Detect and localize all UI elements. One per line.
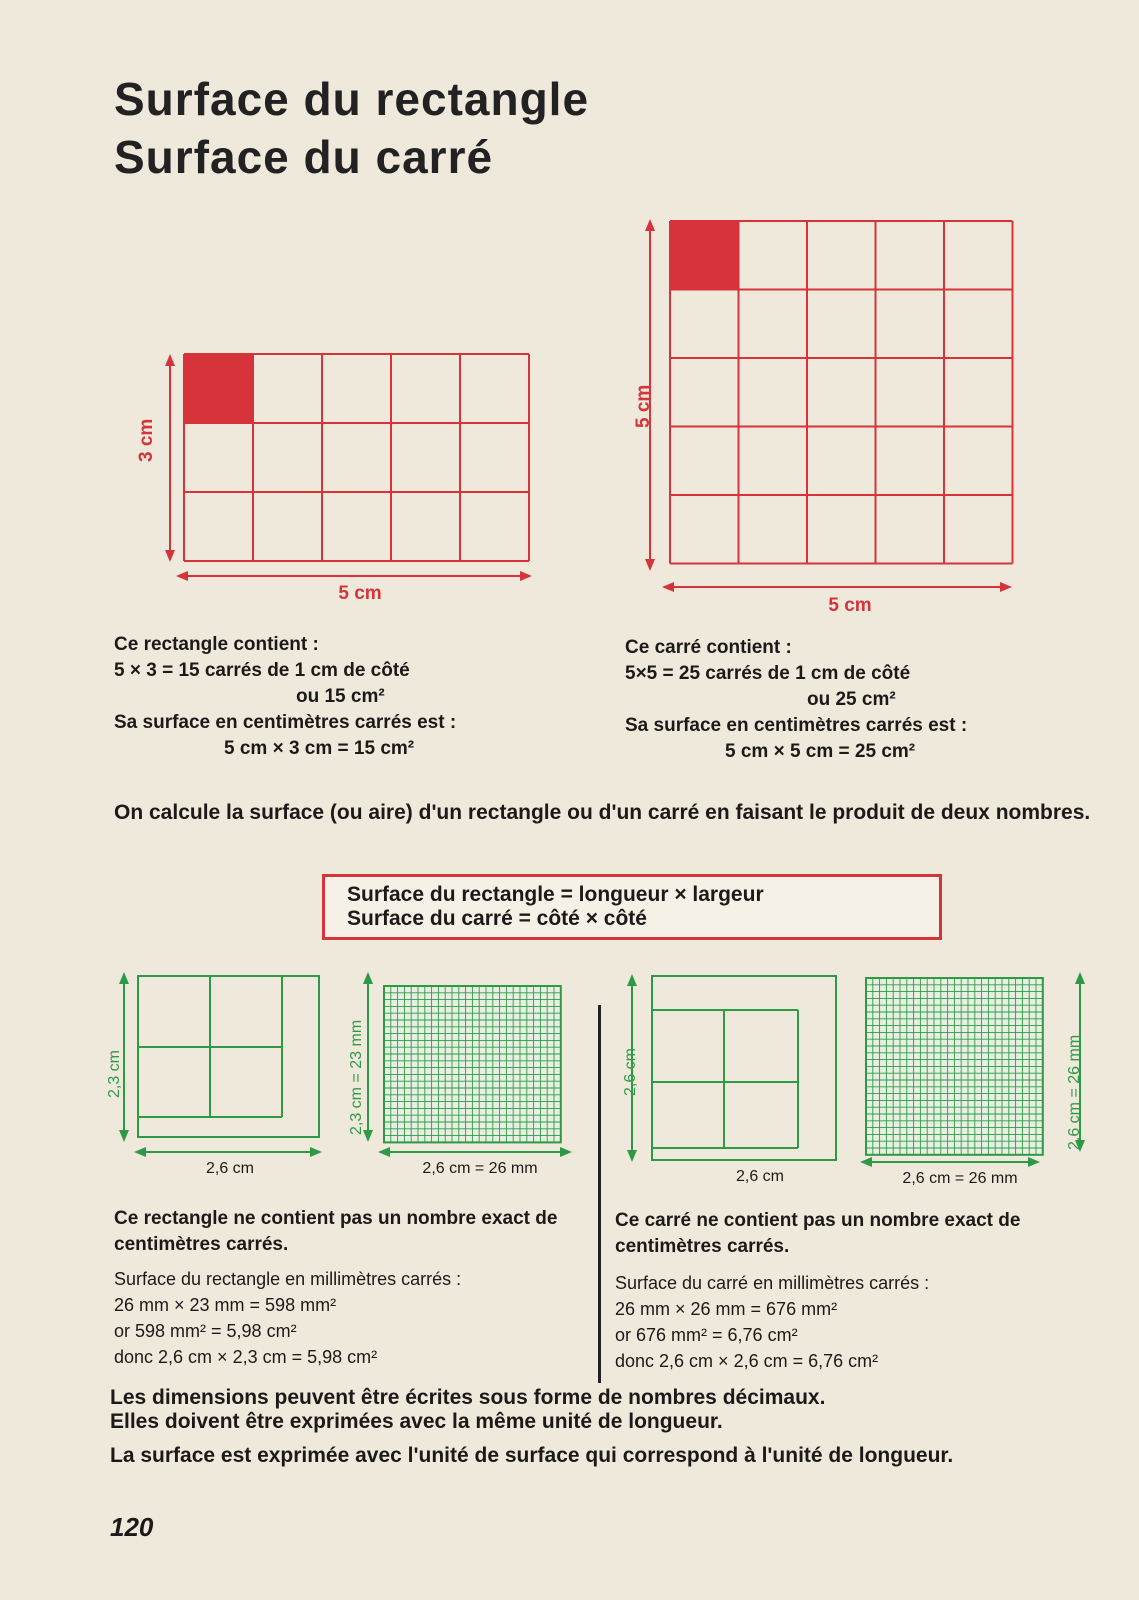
caption-line: ou 25 cm² [807, 689, 896, 710]
calc-line: donc 2,6 cm × 2,6 cm = 6,76 cm² [615, 1351, 879, 1371]
width-arrow [176, 571, 532, 581]
formula-rectangle: Surface du rectangle = longueur × largeur [347, 883, 764, 906]
page-number: 120 [110, 1512, 154, 1542]
calc-line: or 676 mm² = 6,76 cm² [615, 1325, 798, 1345]
calc-line: Surface du carré en millimètres carrés : [615, 1273, 930, 1293]
height-label: 2,3 cm [106, 1049, 123, 1098]
square-grid [670, 221, 1013, 564]
calc-line: 26 mm × 23 mm = 598 mm² [114, 1295, 337, 1315]
width-label: 5 cm [828, 595, 872, 616]
caption-line: 5×5 = 25 carrés de 1 cm de côté [625, 663, 911, 684]
caption-line: 5 cm × 5 cm = 25 cm² [725, 741, 916, 762]
width-label: 2,6 cm [205, 1160, 254, 1177]
rectangle-mm-figure [340, 970, 590, 1170]
caption-line: 5 × 3 = 15 carrés de 1 cm de côté [114, 660, 410, 681]
width-label: 2,6 cm [735, 1168, 784, 1185]
square-heading: Ce carré ne contient pas un nombre exact de centimètres carrés. [615, 1210, 1021, 1257]
square-cm-figure [618, 970, 858, 1170]
calc-line: donc 2,6 cm × 2,3 cm = 5,98 cm² [114, 1347, 378, 1367]
shaded-unit-square [184, 354, 253, 423]
title-line-1: Surface du rectangle [114, 73, 590, 125]
conclusion-line-2: Elles doivent être exprimées avec la même unité de longueur. [110, 1410, 723, 1433]
formula-box [322, 874, 942, 940]
caption-line: Sa surface en centimètres carrés est : [114, 712, 457, 733]
width-label: 2,6 cm = 26 mm [422, 1160, 538, 1177]
shaded-unit-square [670, 221, 739, 290]
millimeter-grid [866, 978, 1043, 1155]
rectangle-cm-figure [112, 970, 332, 1170]
height-label: 2,6 cm = 26 mm [1066, 1034, 1083, 1150]
caption-line: ou 15 cm² [296, 686, 385, 707]
page-title [114, 70, 589, 186]
width-arrow [378, 1147, 572, 1157]
caption-line: Ce carré contient : [625, 637, 792, 658]
calc-line: 26 mm × 26 mm = 676 mm² [615, 1299, 838, 1319]
height-label: 5 cm [633, 384, 654, 428]
principle-text: On calcule la surface (ou aire) d'un rectangle ou d'un carré en faisant le produit de deux nombres. [114, 801, 1091, 824]
width-arrow [860, 1157, 1040, 1167]
rectangle-heading: Ce rectangle ne contient pas un nombre exact de centimètres carrés. [114, 1208, 558, 1255]
rectangle-grid [184, 354, 529, 561]
height-label: 2,6 cm [622, 1047, 639, 1096]
calc-line: or 598 mm² = 5,98 cm² [114, 1321, 297, 1341]
caption-line: Sa surface en centimètres carrés est : [625, 715, 968, 736]
width-label: 2,6 cm = 26 mm [902, 1170, 1018, 1187]
square-grid-figure [620, 205, 1040, 615]
height-arrow [165, 354, 175, 562]
square-calculation [615, 1270, 1105, 1374]
square-mm-figure [860, 970, 1100, 1175]
title-line-2: Surface du carré [114, 131, 494, 183]
caption-line: Ce rectangle contient : [114, 634, 319, 655]
caption-line: 5 cm × 3 cm = 15 cm² [224, 738, 415, 759]
calc-line: Surface du rectangle en millimètres carrés : [114, 1269, 462, 1289]
height-label: 3 cm [136, 418, 157, 462]
conclusion-line-1: Les dimensions peuvent être écrites sous forme de nombres décimaux. [110, 1386, 826, 1409]
width-arrow [134, 1147, 322, 1157]
rectangle-caption [114, 632, 534, 762]
square-caption [625, 635, 1105, 765]
width-arrow [662, 582, 1012, 592]
height-label: 2,3 cm = 23 mm [348, 1019, 365, 1135]
width-label: 5 cm [338, 583, 382, 604]
millimeter-grid [384, 986, 561, 1142]
rectangle-grid-figure [140, 340, 560, 610]
conclusion [110, 1386, 1110, 1468]
rectangle-calculation [114, 1266, 594, 1370]
column-divider [598, 1005, 601, 1383]
formula-square: Surface du carré = côté × côté [347, 907, 647, 930]
conclusion-line-3: La surface est exprimée avec l'unité de surface qui correspond à l'unité de longueur. [110, 1444, 954, 1467]
